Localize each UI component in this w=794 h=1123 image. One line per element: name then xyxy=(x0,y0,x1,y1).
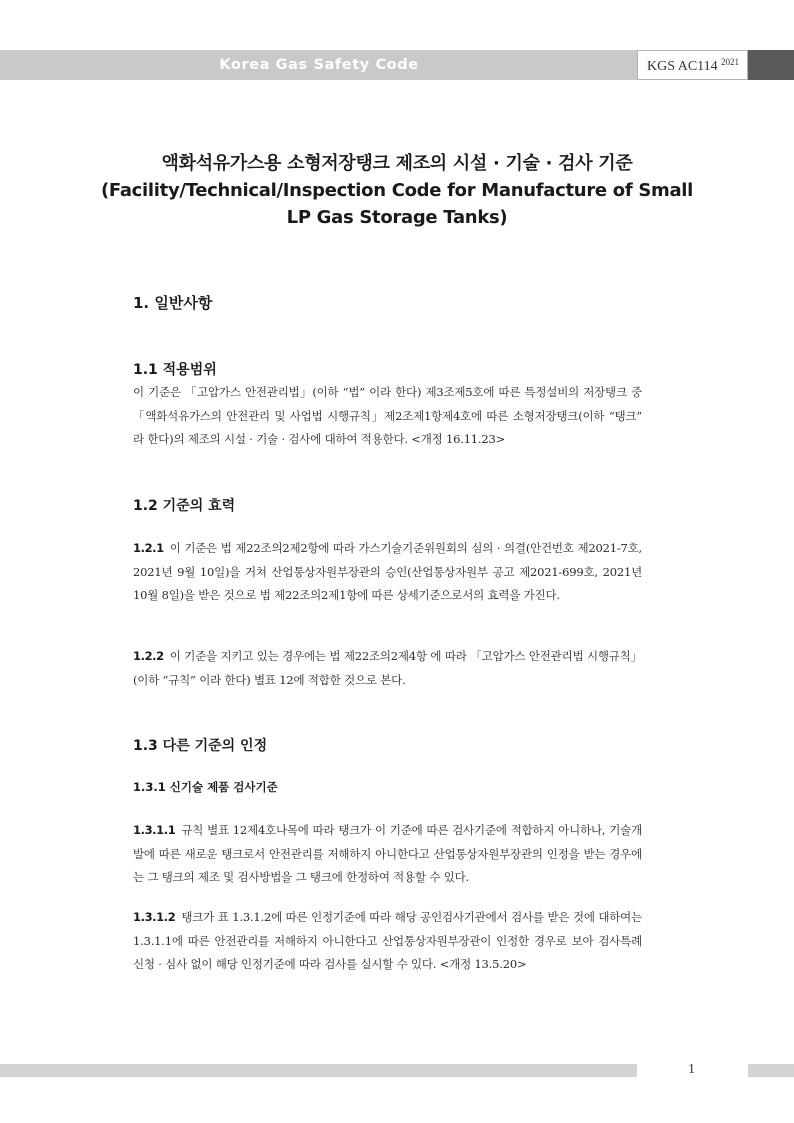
paragraph-1-3-1-2 xyxy=(133,906,642,977)
clause-number: 1.2.2 xyxy=(133,649,164,663)
document-title xyxy=(100,150,694,231)
title-line-english-1: (Facility/Technical/Inspection Code for Manufacture of Small xyxy=(100,180,694,201)
document-code: KGS AC114 xyxy=(647,59,718,74)
section-1-heading: 1. 일반사항 xyxy=(133,294,213,312)
clause-text: 탱크가 표 1.3.1.2에 따른 인정기준에 따라 해당 공인검사기관에서 검사를 받은 것에 대하여는 1.3.1.1에 따른 안전관리를 저해하지 아니한다고 산업통상자원부장관이 인정한 경우로 보아 검사특례 신청 · 심사 없이 해당 인정기준에 따라 검사를 실시할 수 있다. <개정 13.5.20> xyxy=(133,910,642,971)
section-1-1-heading: 1.1 적용범위 xyxy=(133,362,217,378)
section-1-3-heading: 1.3 다른 기준의 인정 xyxy=(133,738,268,754)
header-accent-block xyxy=(748,50,794,80)
paragraph-1-2-2 xyxy=(133,645,642,692)
paragraph-1-2-1 xyxy=(133,537,642,608)
code-box xyxy=(637,50,748,80)
section-1-1-paragraph: 이 기준은 「고압가스 안전관리법」(이하 “법” 이라 한다) 제3조제5호에 따른 특정설비의 저장탱크 중 「액화석유가스의 안전관리 및 사업법 시행규칙」제2조제1항제4호에 따른 소형저장탱크(이하 “탱크” 라 한다)의 제조의 시설 · 기술 · 검사에 대하여 적용한다. <개정 16.11.23> xyxy=(133,385,642,446)
section-1-3-1-heading: 1.3.1 신기술 제품 검사기준 xyxy=(133,780,278,794)
title-line-korean: 액화석유가스용 소형저장탱크 제조의 시설 · 기술 · 검사 기준 xyxy=(161,153,633,174)
page-number: 1 xyxy=(688,1062,695,1077)
clause-text: 이 기준은 법 제22조의2제2항에 따라 가스기술기준위원회의 심의 · 의결(안건번호 제2021-7호, 2021년 9월 10일)을 거쳐 산업통상자원부장관의 승인(산업통상자원부 공고 제2021-699호, 2021년 10월 8일)을 받은 것으로 법 제22조의2제1항에 따른 상세기준으로서의 효력을 가진다. xyxy=(133,541,642,602)
clause-number: 1.3.1.2 xyxy=(133,910,176,924)
document-year: 2021 xyxy=(721,57,739,67)
footer-band xyxy=(0,1064,637,1077)
clause-number: 1.2.1 xyxy=(133,541,164,555)
clause-number: 1.3.1.1 xyxy=(133,823,176,837)
section-1-2-heading: 1.2 기준의 효력 xyxy=(133,498,236,514)
clause-text: 이 기준을 지키고 있는 경우에는 법 제22조의2제4항 에 따라 「고압가스 안전관리법 시행규칙」(이하 “규칙” 이라 한다) 별표 12에 적합한 것으로 본다. xyxy=(133,649,642,687)
title-line-english-2: LP Gas Storage Tanks) xyxy=(286,207,508,228)
clause-text: 규칙 별표 12제4호나목에 따라 탱크가 이 기준에 따른 검사기준에 적합하지 아니하나, 기술개발에 따른 새로운 탱크로서 안전관리를 저해하지 아니한다고 산업통상자원부장관의 인정을 받는 경우에는 그 탱크의 제조 및 검사방법을 그 탱크에 한정하여 적용할 수 있다. xyxy=(133,823,642,884)
header-title: Korea Gas Safety Code xyxy=(219,57,419,73)
footer-band-right xyxy=(748,1064,794,1077)
paragraph-1-3-1-1 xyxy=(133,819,642,890)
